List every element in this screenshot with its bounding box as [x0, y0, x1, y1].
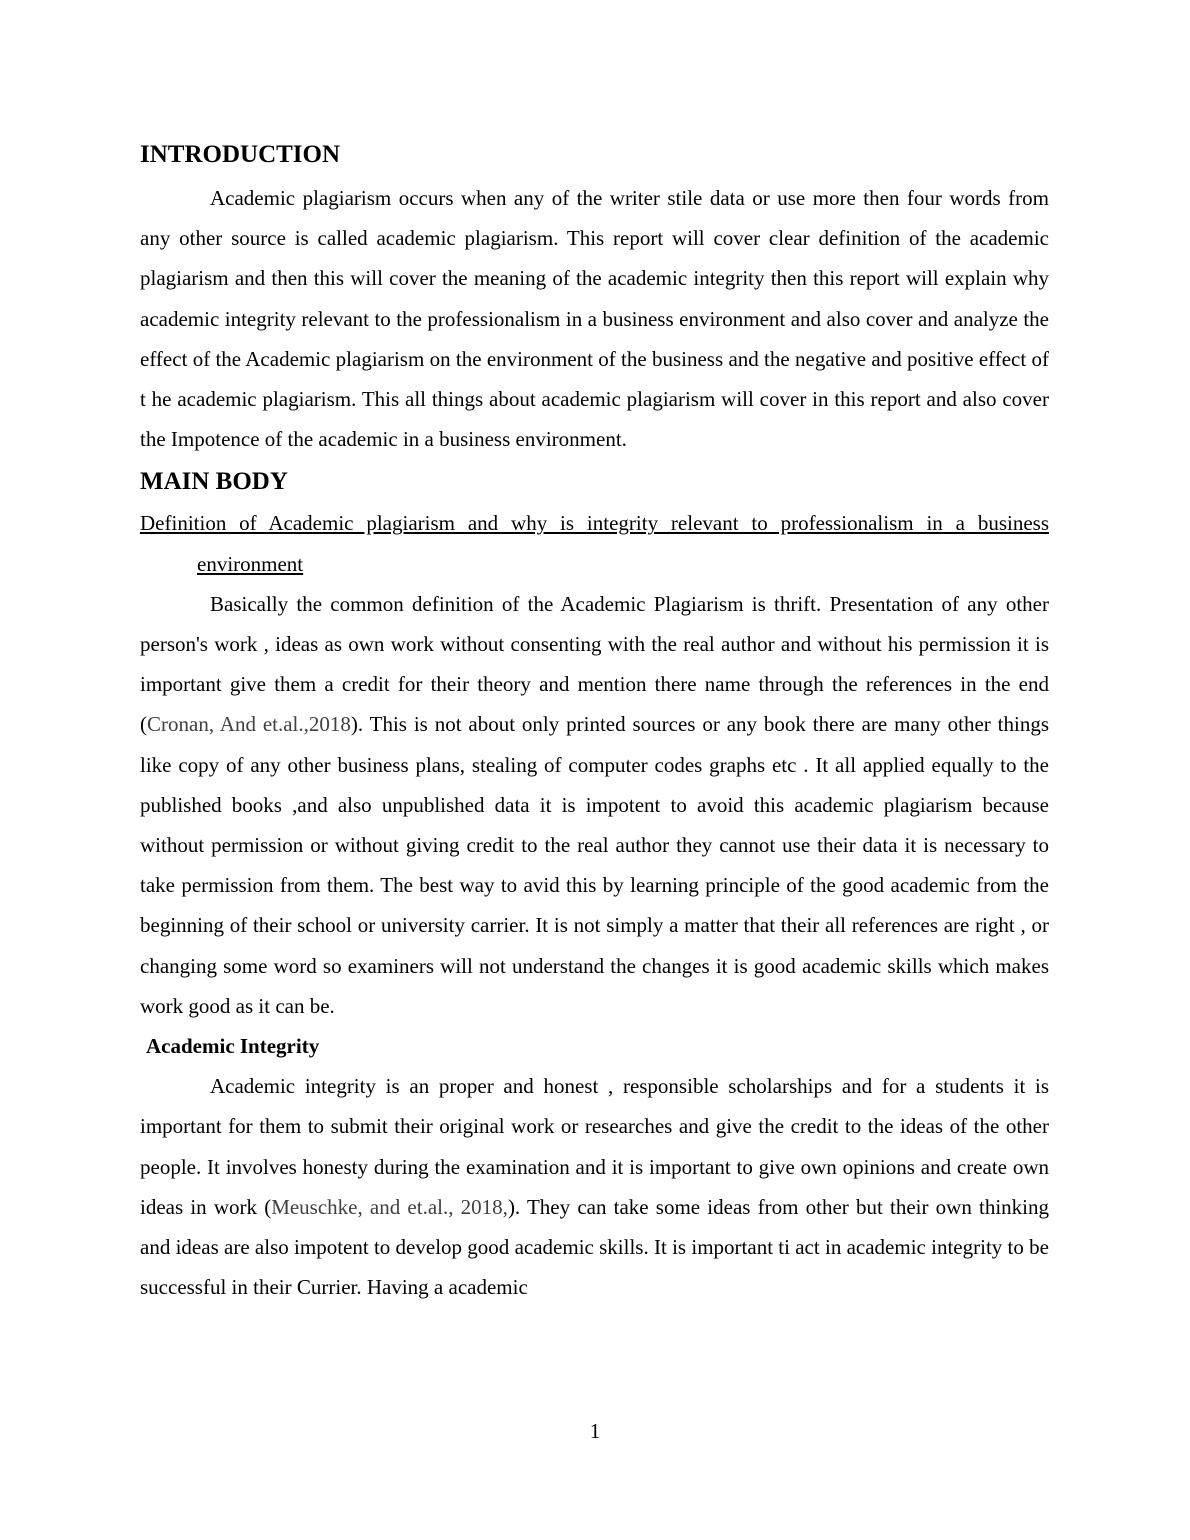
definition-text-end: ). This is not about only printed sources or any book there are many other things like copy of any other business plans, stealing of computer codes graphs etc . It all applied equally to the published books ,and also unpublished data it is impotent to avoid this academic plagiarism because without permission or without giving credit to the real author they cannot use their data it is necessary to take permission from them. The best way to avid this by learning principle of the good academic from the beginning of their school or university carrier. It is not simply a matter that their all references are right , or changing some word so examiners will not understand the changes it is good academic skills which makes work good as it can be. [140, 712, 1050, 1018]
definition-citation: Cronan, And et.al.,2018 [147, 712, 351, 737]
integrity-paragraph [140, 1066, 1049, 1307]
introduction-paragraph: Academic plagiarism occurs when any of the writer stile data or use more then four words from any other source is called academic plagiarism. This report will cover clear definition of the academic plagiarism and then this will cover the meaning of the academic integrity then this report will explain why academic integrity relevant to the professionalism in a business environment and also cover and analyze the effect of the Academic plagiarism on the environment of the business and the negative and positive effect of t he academic plagiarism. This all things about academic plagiarism will cover in this report and also cover the Impotence of the academic in a business environment. [140, 186, 1049, 452]
definition-paragraph [140, 584, 1049, 1026]
academic-integrity-subheading: Academic Integrity [146, 1034, 320, 1059]
integrity-text-start: Academic integrity is an proper and honest , responsible scholarships and for a students it is important for them to submit their original work or researches and give the credit to the ideas of the other people. It involves honesty during the examination and it is important to give own opinions and create own ideas in work ( [140, 1074, 1049, 1219]
introduction-heading: INTRODUCTION [140, 141, 341, 168]
definition-subheading: Definition of Academic plagiarism and why is integrity relevant to professionalism in a business environment [140, 511, 1049, 576]
definition-text-start: Basically the common definition of the Academic Plagiarism is thrift. Presentation of any other person's work , ideas as own work without consenting with the real author and without his permission it is important give them a credit for their theory and mention there name through the references in the end ( [140, 591, 1049, 737]
main-body-heading: MAIN BODY [140, 468, 288, 496]
integrity-text-end: ). They can take some ideas from other but their own thinking and ideas are also impotent to develop good academic skills. It is important ti act in academic integrity to be successful in their Currier. Having a academic [140, 1194, 1050, 1300]
page-content [140, 138, 1049, 1307]
page-number: 1 [589, 1419, 601, 1443]
integrity-citation: Meuschke, and et.al., 2018, [271, 1194, 508, 1219]
